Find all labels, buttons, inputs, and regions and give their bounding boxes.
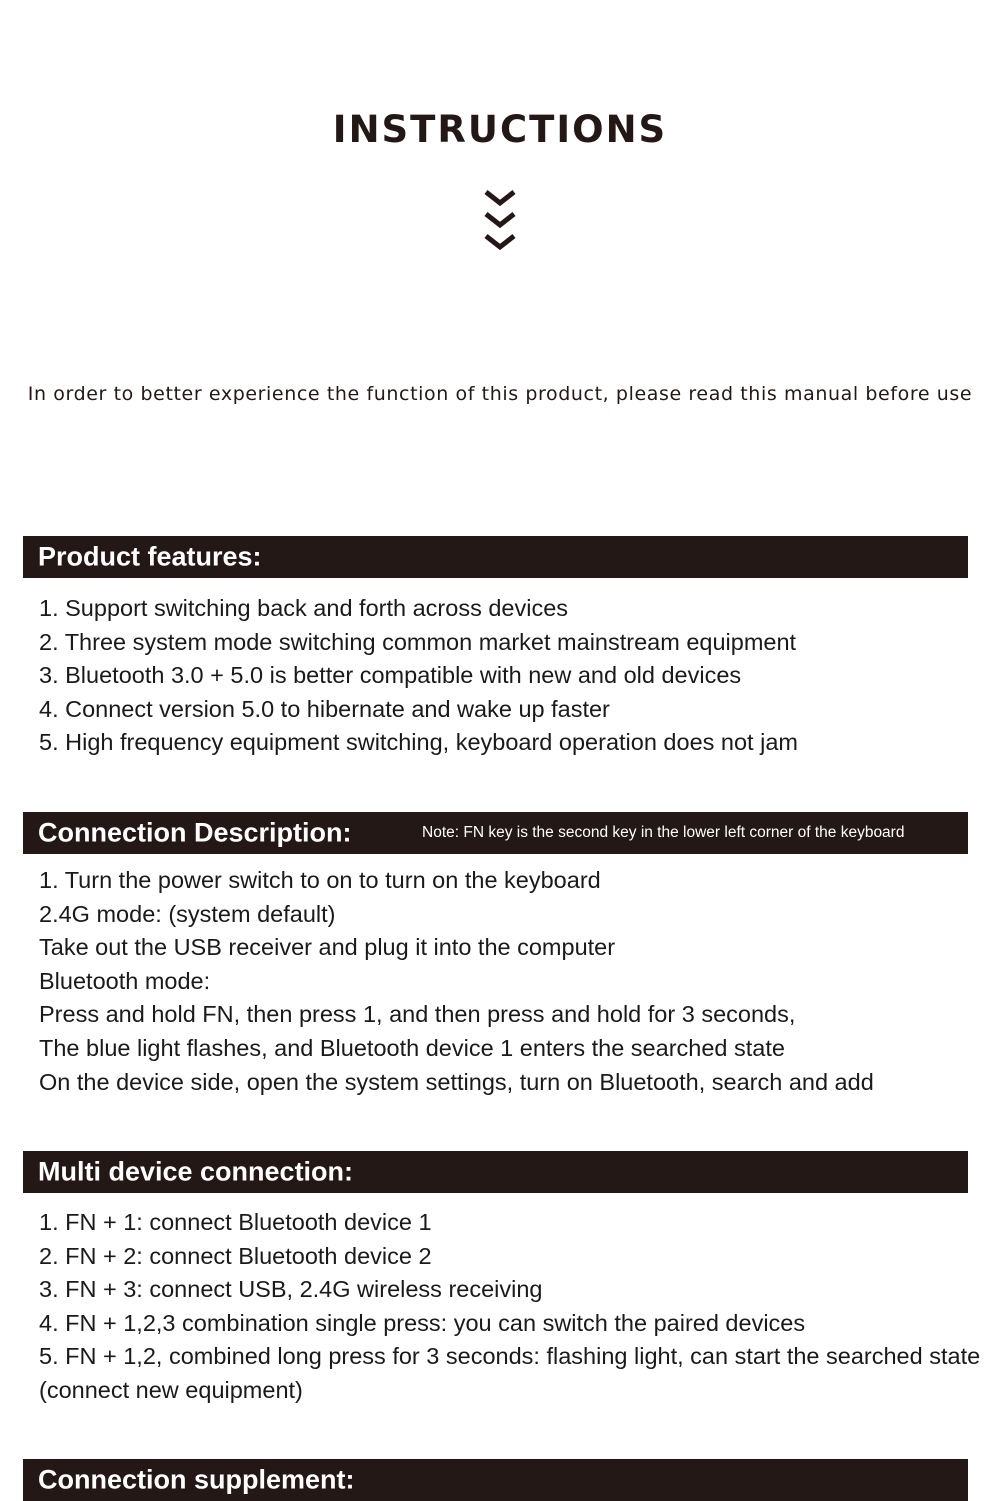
list-item: 1. Turn the power switch to on to turn on the keyboard <box>39 867 601 893</box>
list-item: 2.4G mode: (system default) <box>39 900 336 927</box>
section-title: Product features: <box>38 541 262 572</box>
section-header-multi-device-connection <box>23 1151 968 1193</box>
section-title: Connection Description: <box>38 817 352 848</box>
list-item: Bluetooth mode: <box>39 967 211 994</box>
list-item: 4. Connect version 5.0 to hibernate and wake up faster <box>39 695 610 722</box>
multi-device-list <box>39 1206 984 1408</box>
fn-key-note: Note: FN key is the second key in the lower left corner of the keyboard <box>422 824 905 841</box>
list-item: 5. High frequency equipment switching, keyboard operation does not jam <box>39 729 798 756</box>
list-item: 2. Three system mode switching common market mainstream equipment <box>39 628 797 655</box>
product-features-list <box>39 592 984 760</box>
list-item: 1. FN + 1: connect Bluetooth device 1 <box>39 1209 432 1235</box>
section-header-connection-description <box>23 812 968 854</box>
section-header-product-features <box>23 536 968 578</box>
list-item: 4. FN + 1,2,3 combination single press: you can switch the paired devices <box>39 1309 806 1336</box>
list-item: 5. FN + 1,2, combined long press for 3 seconds: flashing light, can start the searched state (connect new equipment) <box>39 1343 981 1403</box>
list-item: 1. Support switching back and forth across devices <box>39 595 569 621</box>
chevrons-down-icon <box>482 188 518 258</box>
connection-description-list <box>39 864 984 1099</box>
section-title: Multi device connection: <box>38 1156 354 1187</box>
intro-text: In order to better experience the function of this product, please read this manual before use <box>27 383 973 405</box>
page-title: INSTRUCTIONS <box>332 108 668 151</box>
list-item: The blue light flashes, and Bluetooth device 1 enters the searched state <box>39 1034 785 1061</box>
section-title: Connection supplement: <box>38 1464 355 1495</box>
list-item: 3. Bluetooth 3.0 + 5.0 is better compatible with new and old devices <box>39 662 742 689</box>
section-header-connection-supplement <box>23 1459 968 1501</box>
list-item: On the device side, open the system settings, turn on Bluetooth, search and add <box>39 1068 874 1095</box>
list-item: Take out the USB receiver and plug it into the computer <box>39 934 616 961</box>
list-item: 3. FN + 3: connect USB, 2.4G wireless receiving <box>39 1276 543 1303</box>
list-item: 2. FN + 2: connect Bluetooth device 2 <box>39 1242 432 1269</box>
list-item: Press and hold FN, then press 1, and then press and hold for 3 seconds, <box>39 1001 796 1028</box>
